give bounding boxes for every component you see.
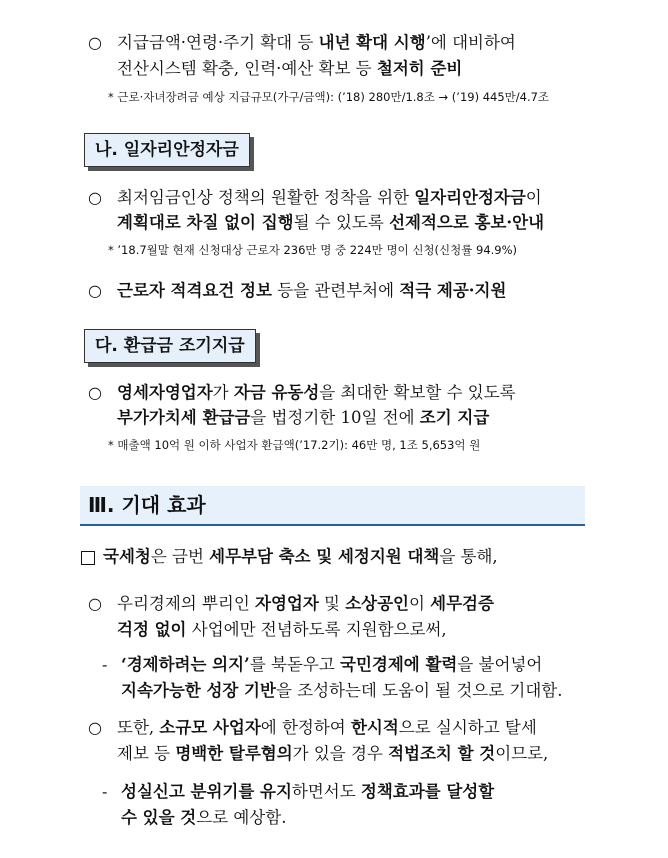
text-bold: 선제적으로 홍보·안내 — [389, 213, 545, 232]
text-bold: 내년 확대 시행 — [318, 33, 426, 52]
text: 제보 등 — [117, 744, 176, 763]
text: 이므로, — [495, 744, 549, 763]
text: 이 — [408, 594, 431, 613]
da-item1-line-1 — [117, 381, 516, 405]
text-bold: 지속가능한 성장 기반 — [121, 681, 276, 700]
square-bullet-icon — [81, 551, 95, 565]
bullet-circle: ○ — [88, 281, 102, 300]
na-item1-line-2 — [117, 211, 544, 235]
text: 등을 관련부처에 — [271, 281, 400, 300]
bullet-circle: ○ — [88, 718, 102, 737]
text: 전산시스템 확충, 인력·예산 확보 등 — [117, 59, 377, 78]
text: 은 금번 — [150, 547, 210, 566]
text: 가 있을 경우 — [292, 744, 389, 763]
da-item1-line-2 — [117, 406, 489, 430]
text-bold: 부가가치세 환급금 — [117, 408, 251, 427]
text-bold: 세무부담 축소 및 세정지원 대책 — [209, 547, 440, 566]
text-bold: 명백한 탈루혐의 — [175, 744, 293, 763]
text: 에 한정하여 — [260, 718, 351, 737]
na-item2-line — [117, 279, 506, 303]
text: 최저임금인상 정책의 원활한 정착을 위한 — [117, 188, 415, 207]
bullet-dash: - — [102, 655, 108, 674]
text: 사업에만 전념하도록 지원함으로써, — [186, 620, 447, 639]
text-bold: 소상공인 — [345, 594, 409, 613]
top-footnote: * 근로·자녀장려금 예상 지급규모(가구/금액): (’18) 280만/1.8조 → (’19) 445만/4.7조 — [108, 90, 550, 104]
section-heading-na: 나. 일자리안정자금 — [84, 133, 250, 167]
text: 하면서도 — [291, 782, 361, 801]
text: 을 불어넣어 — [457, 655, 543, 674]
section-heading-da: 다. 환급금 조기지급 — [84, 329, 256, 363]
text: 및 — [318, 594, 346, 613]
text-bold: 한시적 — [350, 718, 399, 737]
text: 을 법정기한 10일 전에 — [250, 408, 420, 427]
effects-item2-line-2 — [117, 742, 548, 766]
effects-dash2-line-2 — [121, 806, 286, 830]
text: 으로 예상함. — [196, 808, 287, 827]
da-footnote: * 매출액 10억 원 이하 사업자 환급액(’17.2기): 46만 명, 1조 5,653억 원 — [108, 438, 481, 452]
text-bold: 세무검증 — [430, 594, 494, 613]
text: 으로 실시하고 탈세 — [398, 718, 537, 737]
bullet-circle: ○ — [88, 383, 102, 402]
chapter-title: Ⅲ. 기대 효과 — [88, 493, 206, 517]
effects-lead-line — [103, 545, 498, 569]
text: 이 — [525, 188, 542, 207]
text-bold: 조기 지급 — [419, 408, 490, 427]
bullet-dash: - — [102, 782, 108, 801]
text-bold: 소규모 사업자 — [159, 718, 261, 737]
text: 우리경제의 뿌리인 — [117, 594, 256, 613]
effects-item1-line-1 — [117, 592, 494, 616]
text-bold: 영세자영업자 — [117, 383, 213, 402]
text-bold: 적극 제공·지원 — [399, 281, 507, 300]
text-bold: ‘경제하려는 의지’ — [121, 655, 250, 674]
text-bold: 자금 유동성 — [233, 383, 320, 402]
text: 을 통해, — [439, 547, 498, 566]
text-bold: 걱정 없이 — [117, 620, 187, 639]
effects-item2-line-1 — [117, 716, 537, 740]
text-bold: 성실신고 분위기를 유지 — [121, 782, 292, 801]
na-item1-line-1 — [117, 186, 542, 210]
text-bold: 철저히 준비 — [376, 59, 463, 78]
text: 을 조성하는데 도움이 될 것으로 기대함. — [275, 681, 563, 700]
chapter-heading-3 — [80, 486, 585, 526]
text: 을 최대한 확보할 수 있도록 — [319, 383, 516, 402]
text: 될 수 있도록 — [293, 213, 390, 232]
text: 를 북돋우고 — [249, 655, 340, 674]
text-bold: 국세청 — [103, 547, 151, 566]
text: ’에 대비하여 — [425, 33, 516, 52]
text: 가 — [212, 383, 234, 402]
text: 또한, — [117, 718, 160, 737]
text-bold: 수 있을 것 — [121, 808, 197, 827]
effects-dash1-line-2 — [121, 679, 562, 703]
text-bold: 정책효과를 달성할 — [360, 782, 495, 801]
text-bold: 적법조치 할 것 — [388, 744, 496, 763]
text-bold: 일자리안정자금 — [414, 188, 526, 207]
effects-dash1-line-1 — [121, 653, 542, 677]
text: 지급금액·연령·주기 확대 등 — [117, 33, 319, 52]
text-bold: 계획대로 차질 없이 집행 — [117, 213, 294, 232]
effects-dash2-line-1 — [121, 780, 494, 804]
bullet-circle: ○ — [88, 594, 102, 613]
na-footnote: * ’18.7월말 현재 신청대상 근로자 236만 명 중 224만 명이 신청(신청률 94.9%) — [108, 243, 518, 257]
bullet-circle: ○ — [88, 33, 102, 52]
effects-item1-line-2 — [117, 618, 447, 642]
text-bold: 자영업자 — [255, 594, 319, 613]
top-item-line-2 — [117, 57, 462, 81]
text-bold: 국민경제에 활력 — [340, 655, 458, 674]
text-bold: 근로자 적격요건 정보 — [117, 281, 272, 300]
top-item-line-1 — [117, 31, 516, 55]
bullet-circle: ○ — [88, 188, 102, 207]
